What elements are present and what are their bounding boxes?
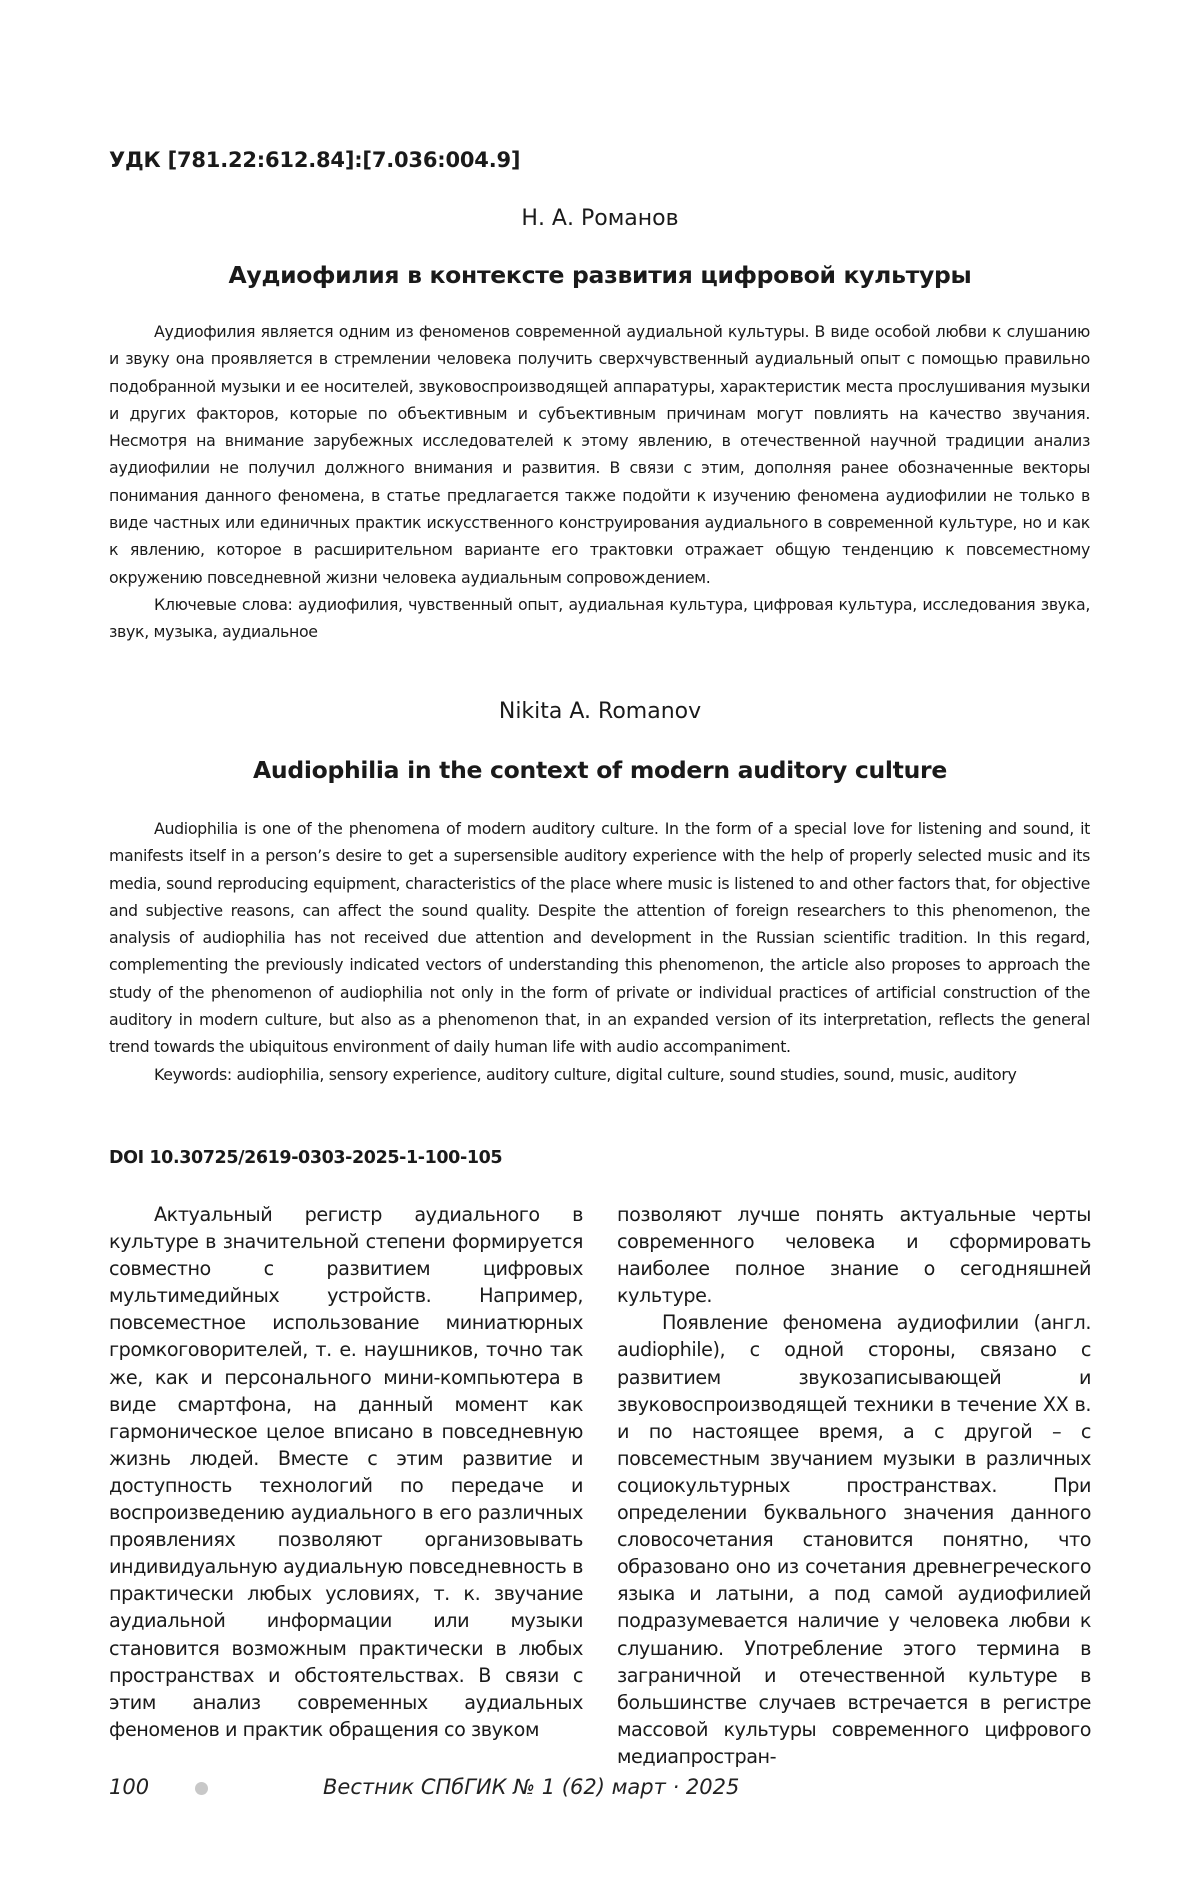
author-en: Nikita A. Romanov <box>498 699 702 724</box>
journal-name: Вестник СПбГИК № 1 (62) март · 2025 <box>323 1775 740 1799</box>
title-ru: Аудиофилия в контексте развития цифровой культуры <box>228 261 972 289</box>
abstract-ru <box>109 318 1090 646</box>
author-ru: Н. А. Романов <box>521 206 679 231</box>
body-column-left <box>109 1201 583 1743</box>
title-en: Audiophilia in the context of modern auditory culture <box>253 756 947 784</box>
footer-dot-icon <box>195 1782 208 1795</box>
body-paragraph: позволяют лучше понять актуальные черты современного человека и сформировать наиболее полное знание о сегодняшней культуре. <box>617 1203 1091 1308</box>
keywords-en: Keywords: audiophilia, sensory experience, auditory culture, digital culture, sound studies, sound, music, auditory <box>154 1064 1017 1084</box>
abstract-ru-text: Аудиофилия является одним из феноменов современной аудиальной культуры. В виде особой любви к слушанию и звуку она проявляется в стремлении человека получить сверхчувственный аудиальный опыт с помощью правильно подобранной музыки и ее носителей, звуковоспроизводящей аппаратуры, характеристик места прослушивания музыки и других факторов, которые по объективным и субъективным причинам могут повлиять на качество звучания. Несмотря на внимание зарубежных исследователей к этому явлению, в отечественной научной традиции анализ аудиофилии не получил должного внимания и развития. В связи с этим, дополняя ранее обозначенные векторы понимания данного феномена, в статье предлагается также подойти к изучению феномена аудиофилии не только в виде частных или единичных практик искусственного конструирования аудиального в современной культуре, но и как к явлению, которое в расширительном варианте его трактовки отражает общую тенденцию к повсеместному окружению повседневной жизни человека аудиальным сопровождением. <box>109 322 1090 587</box>
udk-code: УДК [781.22:612.84]:[7.036:004.9] <box>109 148 521 172</box>
page-number: 100 <box>109 1775 150 1799</box>
doi: DOI 10.30725/2619-0303-2025-1-100-105 <box>109 1148 503 1168</box>
body-column-right <box>617 1201 1091 1770</box>
body-paragraph: Появление феномена аудиофилии (англ. audiophile), с одной стороны, связано с развитием звукозаписывающей и звуковоспроизводящей техники в течение XX в. и по настоящее время, а с другой – с повсеместным звучанием музыки в различных социокультурных пространствах. При определении буквального значения данного словосочетания становится понятно, что образовано оно из сочетания древнегреческого языка и латыни, а под самой аудиофилией подразумевается наличие у человека любви к слушанию. Употребление этого термина в заграничной и отечественной культуре в большинстве случаев встречается в регистре массовой культуры современного цифрового медиапростран- <box>617 1311 1091 1768</box>
body-paragraph: Актуальный регистр аудиального в культуре в значительной степени формируется совместно с развитием цифровых мультимедийных устройств. Например, повсеместное использование миниатюрных громкоговорителей, т. е. наушников, точно так же, как и персонального мини-компьютера в виде смартфона, на данный момент как гармоническое целое вписано в повседневную жизнь людей. Вместе с этим развитие и доступность технологий по передаче и воспроизведению аудиального в его различных проявлениях позволяют организовывать индивидуальную аудиальную повседневность в практически любых условиях, т. к. звучание аудиальной информации или музыки становится возможным практически в любых пространствах и обстоятельствах. В связи с этим анализ современных аудиальных феноменов и практик обращения со звуком <box>109 1203 583 1741</box>
keywords-ru: Ключевые слова: аудиофилия, чувственный опыт, аудиальная культура, цифровая культура, исследования звука, звук, музыка, аудиальное <box>109 594 1090 642</box>
abstract-en-text: Audiophilia is one of the phenomena of modern auditory culture. In the form of a special love for listening and sound, it manifests itself in a person’s desire to get a supersensible auditory experience with the help of properly selected music and its media, sound reproducing equipment, characteristics of the place where music is listened to and other factors that, for objective and subjective reasons, can affect the sound quality. Despite the attention of foreign researchers to this phenomenon, the analysis of audiophilia has not received due attention and development in the Russian scientific tradition. In this regard, complementing the previously indicated vectors of understanding this phenomenon, the article also proposes to approach the study of the phenomenon of audiophilia not only in the form of private or individual practices of artificial construction of the auditory in modern culture, but also as a phenomenon that, in an expanded version of its interpretation, reflects the general trend towards the ubiquitous environment of daily human life with audio accompaniment. <box>109 819 1090 1057</box>
abstract-en <box>109 815 1090 1088</box>
